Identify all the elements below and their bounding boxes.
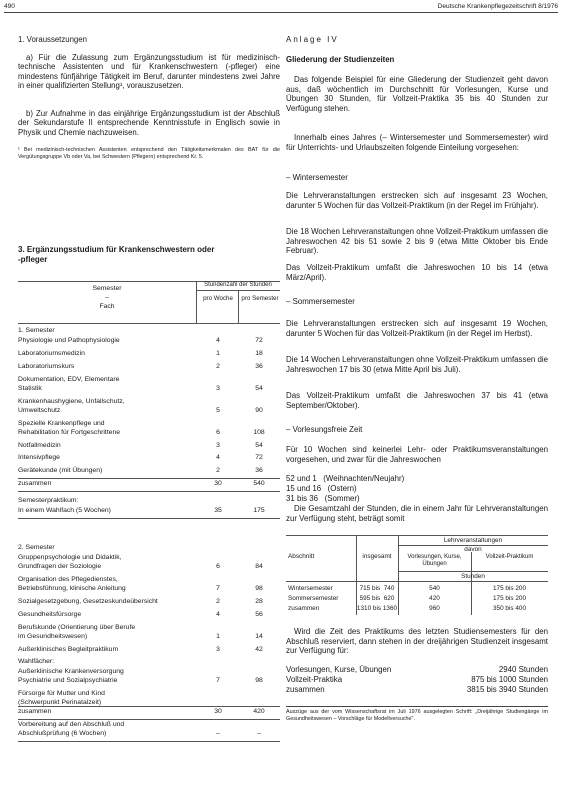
cell-fach: Grundfragen der Soziologie xyxy=(18,563,102,571)
cell-fach: Rehabilitation für Fortgeschrittene xyxy=(18,428,121,436)
section-label: 2. Semester xyxy=(18,543,55,551)
total-value: 3815 bis 3940 Stunden xyxy=(466,685,548,694)
cell-fach: Krankenhaushygiene, Unfallschutz, xyxy=(18,397,125,405)
closing-paragraph: Wird die Zeit des Praktikums des letzten Studiensemesters für den Abschluß reserviert, dann stehen in der dreijährigen Studienzeit insgesamt zur Verfügung für: xyxy=(286,627,548,656)
cell-woche: 1 xyxy=(216,350,220,357)
cell-fach: Organisation des Pflegedienstes, xyxy=(18,576,118,583)
col-fach-header: Fach xyxy=(99,303,115,310)
cell-fach: im Gesundheitswesen) xyxy=(18,632,88,640)
cell-fach: zusammen xyxy=(18,708,52,715)
cell-semester: 98 xyxy=(255,585,263,593)
total-label: zusammen xyxy=(286,685,325,694)
winter-heading: – Wintersemester xyxy=(286,173,348,182)
header-rule xyxy=(4,12,558,13)
cell-woche: 3 xyxy=(216,384,220,392)
curriculum-table xyxy=(18,281,280,803)
cell-woche: 7 xyxy=(216,585,220,593)
source-note: Auszüge aus der vom Wissenschaftsrat im Juli 1976 ausgelegten Schrift: „Dreijährige Studiengänge im Gesundheitswesen – Vorschläge für Modellversuche". xyxy=(286,709,548,722)
cell-semester: 420 xyxy=(253,708,265,715)
cell-insgesamt: 595 bis 620 xyxy=(359,595,395,602)
para-b: b) Zur Aufnahme in das einjährige Ergänzungsstudium ist der Abschluß der Sekundarstufe II entsprechende Kenntnisstufe in Englisch sowie in Physik und Chemie nachzuweisen. xyxy=(18,109,280,137)
anlage-title: Anlage IV xyxy=(286,35,339,44)
intro-paragraph: Das folgende Beispiel für eine Gliederung der Studienzeit geht davon aus, daß wöchentlich im Durchschnitt für Vorlesungen, Kurse und Übungen 30 Stunden, für Vollzeit-Praktika 35 bis 40 Stunden zur Verfügung stehen. xyxy=(286,75,548,113)
cell-semester: 175 xyxy=(253,507,265,514)
cell-fach: zusammen xyxy=(18,480,52,487)
cell-fach: Spezielle Krankenpflege und xyxy=(18,419,105,427)
cell-fach: Fürsorge für Mutter und Kind xyxy=(18,689,105,697)
hours-table xyxy=(286,535,548,615)
cell-woche: 3 xyxy=(216,645,220,653)
cell-woche: 6 xyxy=(216,428,220,436)
cell-woche: 1 xyxy=(216,632,220,640)
cell-fach: Außerklinische Krankenversorgung xyxy=(18,667,124,675)
cell-semester: 56 xyxy=(255,610,263,618)
cell-fach: Umweltschutz xyxy=(18,406,61,414)
intro2-paragraph: Innerhalb eines Jahres (– Wintersemester und Sommersemester) wird für Unterrichts- und Urlaubszeiten folgende Einteilung vorgesehen: xyxy=(286,133,548,152)
cell-fach: Betriebsführung, klinische Anleitung xyxy=(18,585,126,593)
total-label: Vollzeit-Praktika xyxy=(286,675,343,684)
summer-p1: Die Lehrveranstaltungen erstrecken sich auf insgesamt 19 Wochen, darunter 5 Wochen für das Vollzeit-Praktikum (in der Regel im Herbst). xyxy=(286,319,548,338)
cell-fach: Gruppenpsychologie und Didaktik, xyxy=(18,554,122,561)
cell-fach: Statistik xyxy=(18,384,42,392)
cell-fach: Abschlußprüfung (6 Wochen) xyxy=(18,730,107,737)
cell-woche: 4 xyxy=(216,610,220,618)
cell-semester: 36 xyxy=(255,362,263,370)
cell-vollzeit: 350 bis 400 xyxy=(492,605,527,612)
col-stunden-header: Stundenzahl der Stunden xyxy=(204,282,272,288)
h-stunden: Stunden xyxy=(461,573,485,580)
col-woche-header: pro Woche xyxy=(203,295,233,302)
cell-fach: Gesundheitsfürsorge xyxy=(18,610,82,618)
cell-fach: Außerklinisches Begleitpraktikum xyxy=(18,645,119,653)
cell-woche: – xyxy=(216,730,220,737)
cell-woche: 2 xyxy=(216,467,220,475)
cell-semester: 54 xyxy=(255,441,263,449)
cell-semester: 42 xyxy=(255,645,263,653)
h-vorlesungen: Vorlesungen, Kurse, Übungen xyxy=(407,554,462,568)
cell-semester: 540 xyxy=(253,480,265,487)
free-line2: 15 und 16 (Ostern) xyxy=(286,484,357,493)
cell-semester: 72 xyxy=(255,337,263,345)
col-dash: – xyxy=(105,294,109,301)
winter-p1: Die Lehrveranstaltungen erstrecken sich auf insgesamt 23 Wochen, darunter 5 Wochen für das Vollzeit-Praktikum (in der Regel im Frühjahr). xyxy=(286,191,548,210)
gliederung-title: Gliederung der Studienzeiten xyxy=(286,55,395,64)
cell-fach: Physiologie und Pathophysiologie xyxy=(18,337,120,345)
cell-semester: 54 xyxy=(255,384,263,392)
summer-heading: – Sommersemester xyxy=(286,297,355,306)
cell-woche: 2 xyxy=(216,598,220,605)
cell-fach: Intensivpflege xyxy=(18,454,60,462)
cell-vorlesungen: 960 xyxy=(429,605,440,612)
cell-woche: 3 xyxy=(216,441,220,449)
free-line3: 31 bis 36 (Sommer) xyxy=(286,494,360,503)
cell-fach: Notfallmedizin xyxy=(18,441,61,449)
cell-woche: 2 xyxy=(216,362,220,370)
free-p2: Die Gesamtzahl der Stunden, die in einem Jahr für Lehrveranstaltungen zur Verfügung steht, beträgt somit xyxy=(286,504,548,523)
cell-woche: 4 xyxy=(216,337,220,345)
cell-fach: Wahlfächer: xyxy=(18,658,55,666)
winter-p3: Das Vollzeit-Praktikum umfaßt die Jahreswochen 10 bis 14 (etwa März/April). xyxy=(286,263,548,282)
cell-vollzeit: 175 bis 200 xyxy=(492,595,527,602)
footnote: ¹ Bei medizinisch-technischen Assistenten entsprechend den Tätigkeitsmerkmalen des BAT für die Vergütungsgruppe Vb oder Va, bei Schwestern (Pflegern) entsprechend Kr. 5. xyxy=(18,147,280,160)
cell-semester: 72 xyxy=(255,454,263,462)
total-label: Vorlesungen, Kurse, Übungen xyxy=(286,665,392,674)
section1-title: 1. Voraussetzungen xyxy=(18,35,87,44)
h-lehr: Lehrveranstaltungen xyxy=(443,537,503,544)
total-value: 875 bis 1000 Stunden xyxy=(471,675,548,684)
cell-woche: 4 xyxy=(216,454,220,462)
cell-fach: Dokumentation, EDV, Elementare xyxy=(18,375,120,383)
cell-insgesamt: 1310 bis 1360 xyxy=(356,605,398,612)
cell-vollzeit: 175 bis 200 xyxy=(492,585,527,592)
h-insgesamt: insgesamt xyxy=(362,553,392,560)
section3-title-line1: 3. Ergänzungsstudium für Krankenschwestern oder xyxy=(18,245,215,254)
cell-abschnitt: zusammen xyxy=(288,605,320,612)
cell-insgesamt: 715 bis 740 xyxy=(359,585,395,592)
cell-woche: 30 xyxy=(214,480,222,487)
cell-semester: – xyxy=(257,730,261,737)
journal-title: Deutsche Krankenpflegezeitschrift 8/1976 xyxy=(437,3,558,10)
free-line1: 52 und 1 (Weihnachten/Neujahr) xyxy=(286,474,405,483)
cell-semester: 90 xyxy=(255,406,263,414)
free-p1: Für 10 Wochen sind keinerlei Lehr- oder Praktikumsveranstaltungen vorgesehen, und zwar für die Jahreswochen xyxy=(286,445,548,464)
cell-fach: Berufskunde (Orientierung über Berufe xyxy=(18,623,136,631)
col-semester2-header: pro Semester xyxy=(241,295,279,302)
col-semester-header: Semester xyxy=(92,285,122,292)
cell-woche: 6 xyxy=(216,563,220,571)
cell-semester: 84 xyxy=(255,563,263,571)
cell-semester: 18 xyxy=(255,350,263,357)
cell-woche: 30 xyxy=(214,708,222,715)
h-davon: davon xyxy=(464,546,482,553)
cell-fach: Laboratoriumsmedizin xyxy=(18,350,85,357)
cell-fach: Vorbereitung auf den Abschluß und xyxy=(18,720,125,728)
para-a: a) Für die Zulassung zum Ergänzungsstudium ist für medizinisch-technische Assistenten und für Krankenschwestern (-pfleger) eine mindestens fünfjährige Tätigkeit im Beruf, darunter mindestens zwei Jahre in einer qualifizierten Stellung¹, vorauszusetzen. xyxy=(18,53,280,90)
h-abschnitt: Abschnitt xyxy=(288,553,315,560)
cell-fach: Psychiatrie und Sozialpsychiatrie xyxy=(18,676,118,684)
cell-vorlesungen: 420 xyxy=(429,595,440,602)
section-label: Semesterpraktikum: xyxy=(18,496,79,504)
cell-fach: Gerätekunde (mit Übungen) xyxy=(18,467,103,475)
cell-semester: 98 xyxy=(255,676,263,684)
summer-p3: Das Vollzeit-Praktikum umfaßt die Jahreswochen 37 bis 41 (etwa September/Oktober). xyxy=(286,391,548,410)
cell-woche: 7 xyxy=(216,676,220,684)
cell-semester: 36 xyxy=(255,467,263,475)
cell-abschnitt: Sommersemester xyxy=(288,595,339,602)
total-value: 2940 Stunden xyxy=(498,665,548,674)
section-label: 1. Semester xyxy=(18,327,55,334)
summer-p2: Die 14 Wochen Lehrveranstaltungen ohne Vollzeit-Praktikum umfassen die Jahreswochen 17 bis 30 (etwa Mitte April bis Juli). xyxy=(286,355,548,374)
cell-woche: 5 xyxy=(216,406,220,414)
cell-semester: 14 xyxy=(255,632,263,640)
free-heading: – Vorlesungsfreie Zeit xyxy=(286,425,363,434)
page-number: 490 xyxy=(4,3,15,10)
cell-fach: Laboratoriumskurs xyxy=(18,362,75,370)
cell-woche: 35 xyxy=(214,507,222,514)
section3-title-line2: -pfleger xyxy=(18,255,48,264)
winter-p2: Die 18 Wochen Lehrveranstaltungen ohne Vollzeit-Praktikum umfassen die Jahreswochen 42 bis 51 sowie 2 bis 9 (etwa Mitte Oktober bis Ende Februar). xyxy=(286,227,548,256)
cell-vorlesungen: 540 xyxy=(429,585,440,592)
cell-semester: 28 xyxy=(255,598,263,605)
cell-fach: Sozialgesetzgebung, Gesetzeskundeübersicht xyxy=(18,598,158,605)
cell-abschnitt: Wintersemester xyxy=(288,585,333,592)
cell-fach: In einem Wahlfach (5 Wochen) xyxy=(18,507,111,514)
cell-fach: (Schwerpunkt Perinatalzeit) xyxy=(18,698,102,706)
cell-semester: 108 xyxy=(253,428,265,436)
h-vollzeit: Vollzeit-Praktikum xyxy=(485,554,534,560)
